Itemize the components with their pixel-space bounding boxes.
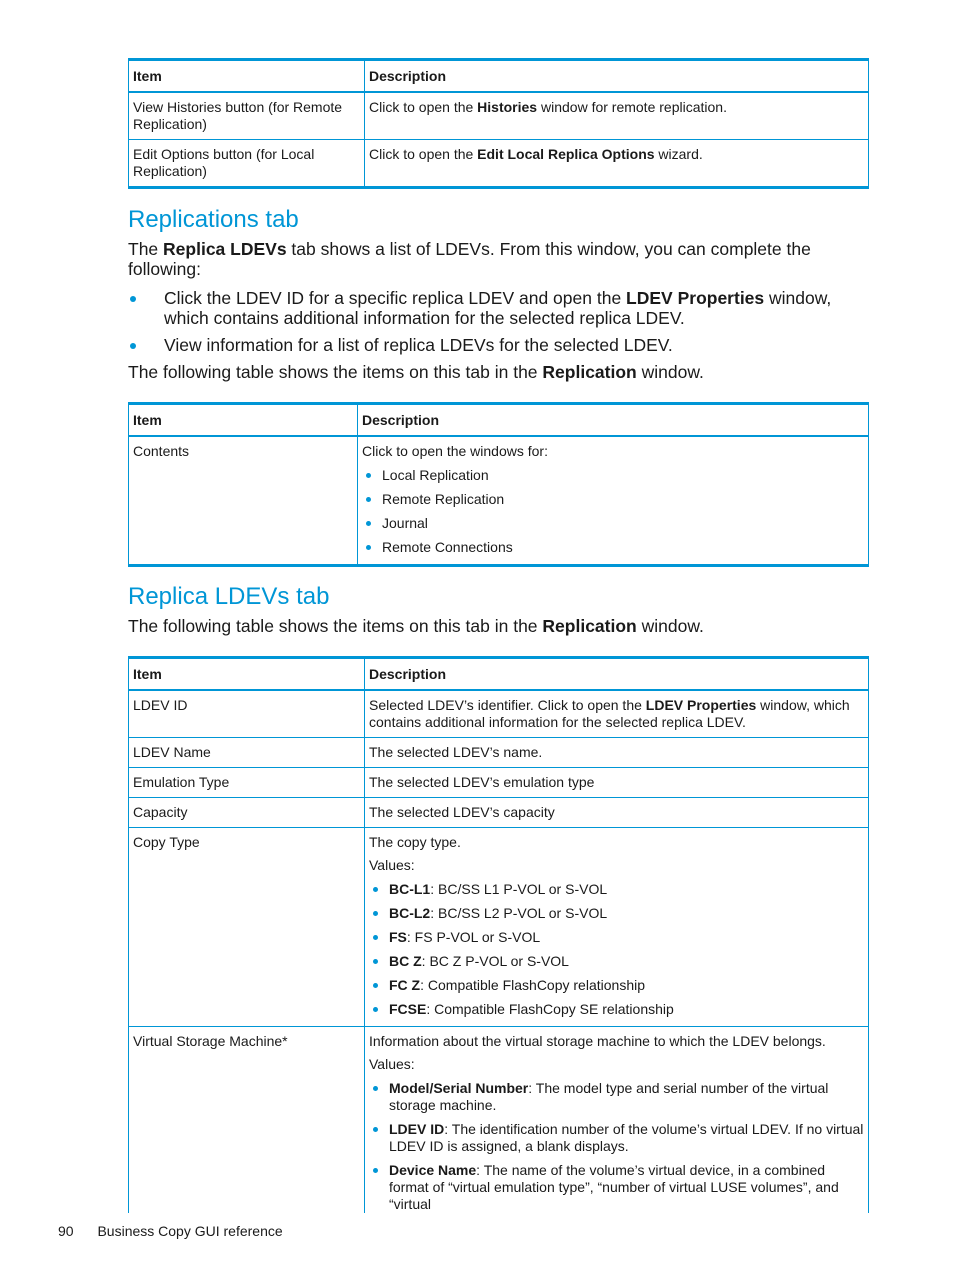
- table-header-row: [129, 658, 869, 691]
- list-item: Click the LDEV ID for a specific replica LDEV and open the LDEV Properties window, which contains additional information for the selected replica LDEV.: [128, 288, 868, 328]
- table-row: [129, 92, 869, 140]
- feature-list: [128, 288, 868, 355]
- item-cell: Capacity: [129, 798, 365, 828]
- description-cell: Click to open the Edit Local Replica Options wizard.: [365, 140, 869, 188]
- list-item: Device Name: The name of the volume’s virtual device, in a combined format of “virtual emulation type”, “number of virtual LUSE volumes”, and “virtual: [369, 1162, 864, 1213]
- table-row: [129, 690, 869, 738]
- list-item: Remote Replication: [362, 491, 864, 508]
- description-cell: Click to open the Histories window for remote replication.: [365, 92, 869, 140]
- column-header-description: Description: [365, 658, 869, 691]
- replica-ldevs-table: [128, 656, 869, 1213]
- item-cell: Copy Type: [129, 828, 365, 1027]
- item-cell: View Histories button (for Remote Replication): [129, 92, 365, 140]
- description-cell: The selected LDEV’s name.: [365, 738, 869, 768]
- table-intro: The following table shows the items on this tab in the Replication window.: [128, 362, 704, 382]
- list-item: FCSE: Compatible FlashCopy SE relationship: [369, 1001, 864, 1018]
- page-content: [128, 58, 868, 1213]
- list-item: Journal: [362, 515, 864, 532]
- section-heading-replications-tab: Replications tab: [128, 206, 299, 233]
- description-cell: The selected LDEV’s capacity: [365, 798, 869, 828]
- table-row: [129, 436, 869, 566]
- options-table: [128, 58, 869, 189]
- table-header-row: [129, 404, 869, 437]
- copy-type-values: [369, 881, 864, 1018]
- table-row: [129, 738, 869, 768]
- window-list: [362, 467, 864, 556]
- item-cell: LDEV Name: [129, 738, 365, 768]
- list-item: BC-L1: BC/SS L1 P-VOL or S-VOL: [369, 881, 864, 898]
- replications-tab-table: [128, 402, 869, 567]
- description-cell: Information about the virtual storage machine to which the LDEV belongs. Values: Model/Serial Number: The model type and serial number of the virtual storage machine. LDEV ID: The identification number of the volume’s virtual LDEV. If no virtual LDEV ID is assigned, a blank displays. Device Name: The name of the volume’s virtual device, in a combined format of “virtual emulation type”, “number of virtual LUSE volumes”, and “virtual: [365, 1027, 869, 1214]
- list-item: BC Z: BC Z P-VOL or S-VOL: [369, 953, 864, 970]
- table-intro: The following table shows the items on this tab in the Replication window.: [128, 616, 704, 636]
- item-cell: LDEV ID: [129, 690, 365, 738]
- page-number: 90: [58, 1223, 74, 1239]
- list-item: FS: FS P-VOL or S-VOL: [369, 929, 864, 946]
- item-cell: Emulation Type: [129, 768, 365, 798]
- list-item: View information for a list of replica LDEVs for the selected LDEV.: [128, 335, 868, 355]
- column-header-item: Item: [129, 404, 358, 437]
- table-header-row: [129, 60, 869, 93]
- column-header-description: Description: [358, 404, 869, 437]
- list-item: Remote Connections: [362, 539, 864, 556]
- description-cell: Click to open the windows for: Local Replication Remote Replication Journal Remote Connections: [358, 436, 869, 566]
- description-cell: The copy type. Values: BC-L1: BC/SS L1 P-VOL or S-VOL BC-L2: BC/SS L2 P-VOL or S-VOL FS: FS P-VOL or S-VOL BC Z: BC Z P-VOL or S-VOL FC Z: Compatible FlashCopy relationship FCSE: Compatible FlashCopy SE relationship: [365, 828, 869, 1027]
- description-cell: Selected LDEV’s identifier. Click to open the LDEV Properties window, which contains additional information for the selected replica LDEV.: [365, 690, 869, 738]
- list-item: BC-L2: BC/SS L2 P-VOL or S-VOL: [369, 905, 864, 922]
- item-cell: Virtual Storage Machine*: [129, 1027, 365, 1214]
- footer-title: Business Copy GUI reference: [97, 1223, 283, 1239]
- column-header-item: Item: [129, 60, 365, 93]
- table-row: [129, 1027, 869, 1214]
- item-cell: Contents: [129, 436, 358, 566]
- table-row: [129, 140, 869, 188]
- vsm-values: [369, 1080, 864, 1213]
- column-header-description: Description: [365, 60, 869, 93]
- description-cell: The selected LDEV’s emulation type: [365, 768, 869, 798]
- item-cell: Edit Options button (for Local Replication): [129, 140, 365, 188]
- list-item: Model/Serial Number: The model type and serial number of the virtual storage machine.: [369, 1080, 864, 1114]
- table-row: [129, 828, 869, 1027]
- table-row: [129, 798, 869, 828]
- list-item: Local Replication: [362, 467, 864, 484]
- table-row: [129, 768, 869, 798]
- list-item: LDEV ID: The identification number of the volume’s virtual LDEV. If no virtual LDEV ID is assigned, a blank displays.: [369, 1121, 864, 1155]
- section-intro: The Replica LDEVs tab shows a list of LDEVs. From this window, you can complete the following:: [128, 239, 811, 279]
- section-heading-replica-ldevs-tab: Replica LDEVs tab: [128, 583, 330, 610]
- list-item: FC Z: Compatible FlashCopy relationship: [369, 977, 864, 994]
- page-footer: [58, 1222, 283, 1240]
- column-header-item: Item: [129, 658, 365, 691]
